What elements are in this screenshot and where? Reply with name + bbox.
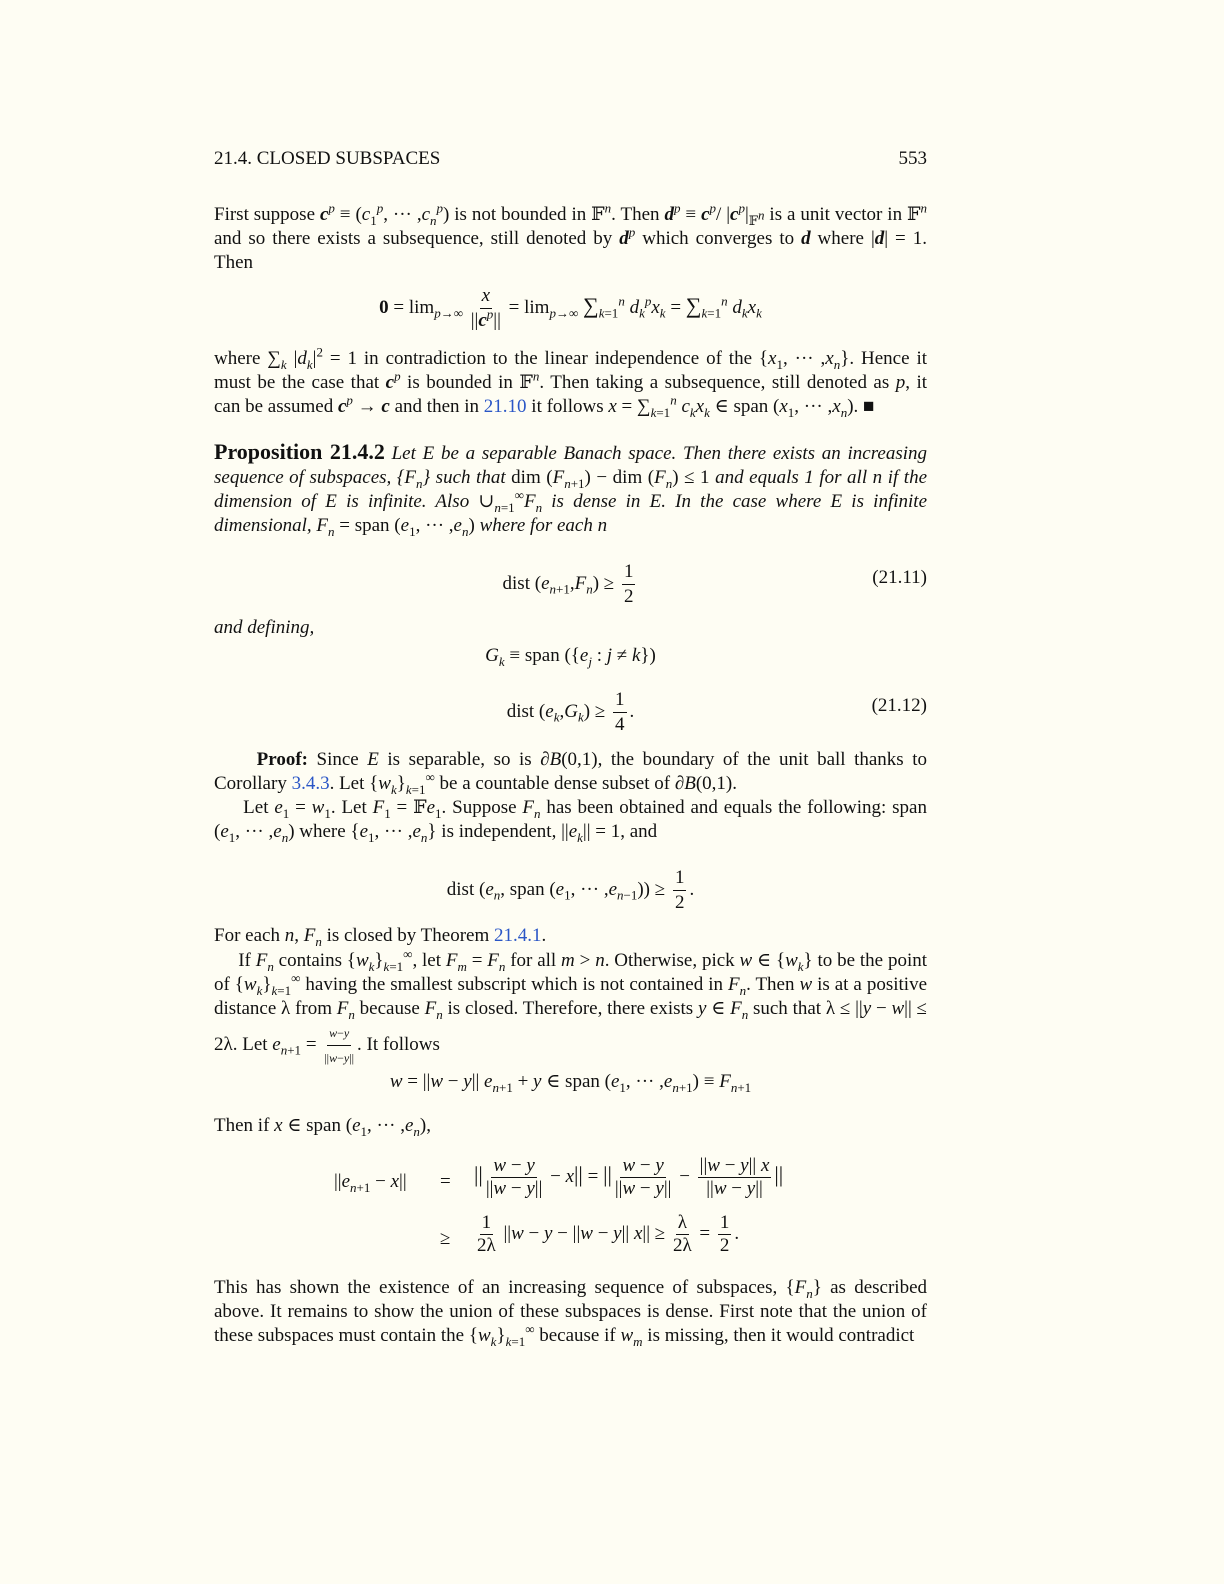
equation-number: (21.11) — [872, 567, 927, 588]
paragraph-contradiction: where $\sum_k$ $|d_k|^2 = 1$ in contradiction to the linear independence of the {$x_1$, ··· $,x_n$}. Hence it must be the case that $c^p$ is bounded in 𝔽$^n$. Then taking a subsequence, still denoted as p, it can be assumed $c^p \to c$ and then in 21.10 it follows $x = \sum_{k=1}^n$ $c_kx_k$ ∈ span ($x_1$, ··· $,x_n$). ■ — [214, 344, 928, 420]
equation-lhs: $||e_{n+1} - x||$ — [334, 1171, 407, 1195]
equation-dist: dist ($e_n$, span ($e_1$, ··· $,e_{n-1}$)) ≥ $\frac{1}{2}$ . — [446, 867, 695, 913]
paragraph-bounded: First suppose $c^p \equiv (c_1^p$, ··· $,c_n^p$) is not bounded in 𝔽$^n$. Then $d^p \equiv c^p/$ $|c^p|_{𝔽^n}$ is a unit vector in 𝔽$^n$ and so there exists a subsequence, still denoted by $d^p$ which converges to d where |d| = 1. Then — [214, 200, 927, 273]
paragraph-union-dense: This has shown the existence of an increasing sequence of subspaces, $\{F_n\}$ as described above. It remains to show the union of these subspaces is dense. First note that the union of these subspaces must contain the $\{w_k\}_{k=1}^\infty$ because if $w_m$ is missing, then it would contradict — [214, 1277, 927, 1349]
paragraph-then-if: Then if x ∈ span ($e_1$, ··· $,e_n$), — [214, 1115, 431, 1139]
equation-gk: $G_k$ ≡ span ({$e_j$ : j ≠ k}) — [485, 645, 656, 669]
equation-number: (21.12) — [871, 695, 927, 716]
equation-rhs: $\frac{1}{2\lambda}$ ||w − y − ||w − y|| x|| ≥ $\frac{\lambda}{2\lambda}$ = $\frac{1}{2}$ . — [477, 1212, 740, 1256]
equation-w: w = ||w − y|| $e_{n+1} + y$ ∈ span ($e_1$, ··· $,e_{n+1}) \equiv F_{n+1}$ — [389, 1071, 752, 1095]
equation-rhs: || $\frac{w - y}{||w - y||}$ − x|| = || $\frac{w - y}{||w - y||}$ − $\frac{||w - y|| x}{||w - y||}$ || — [474, 1155, 784, 1199]
equation-limit: $0 = \lim_{p\to\infty}$ $\frac{x}{||c^p||}$ = $\lim_{p\to\infty} \sum_{k=1}^n$ $d_k^px_k = \sum_{k=1}^n$ $d_kx_k$ — [379, 285, 762, 331]
paragraph-construction: Let $e_1 = w_1$. Let $F_1$ = 𝔽e$_1$. Suppose $F_n$ has been obtained and equals the following: span ($e_1$, ··· $,e_n$) where {$e_1$, ··· $,e_n$} is independent, $||e_k|| = 1$, and — [214, 797, 927, 845]
proposition-21-4-2: Proposition 21.4.2 Let E be a separable Banach space. Then there exists an increasing sequence of subspaces, $\{F_n\}$ such that dim $(F_{n+1})$ − dim $(F_n) \le 1$ and equals 1 for all n if the dimension of E is infinite. Also $\cup_{n=1}^\infty F_n$ is dense in E. In the case where E is infinite dimensional, $F_n$ = span ($e_1$, ··· $,e_n$) where for each n — [214, 439, 928, 539]
equation-relation: ≥ — [440, 1228, 451, 1249]
equation-21-12: dist $(e_k,G_k)$ ≥ $\frac{1}{4}$ . — [506, 689, 635, 735]
equation-21-11: dist $(e_{n+1},F_n)$ ≥ $\frac{1}{2}$ — [502, 561, 634, 607]
and-defining-text: and defining, — [214, 617, 315, 638]
running-header: 21.4. CLOSED SUBSPACES — [214, 148, 441, 169]
page-number: 553 — [898, 148, 927, 169]
paragraph-closed: For each n, $F_n$ is closed by Theorem 21.4.1. — [214, 925, 547, 949]
paragraph-induction: If $F_n$ contains $\{w_k\}_{k=1}^\infty$, let $F_m = F_n$ for all m > n. Otherwise, pick w ∈ $\{w_k\}$ to be the point of $\{w_k\}_{k=1}^\infty$ having the smallest subscript which is not contained in $F_n$. Then w is at a positive distance λ from $F_n$ because $F_n$ is closed. Therefore, there exists y ∈ $F_n$ such that λ ≤ ||y − w|| ≤ 2λ. Let $e_{n+1}$ = $\frac{w-y}{||w-y||}$ . It follows — [214, 946, 928, 1065]
proof-paragraph: Proof: Since E is separable, so is ∂B(0,1), the boundary of the unit ball thanks to Corollary 3.4.3. Let $\{w_k\}_{k=1}^\infty$ be a countable dense subset of ∂B(0,1). — [214, 749, 927, 797]
equation-relation: = — [440, 1171, 451, 1192]
